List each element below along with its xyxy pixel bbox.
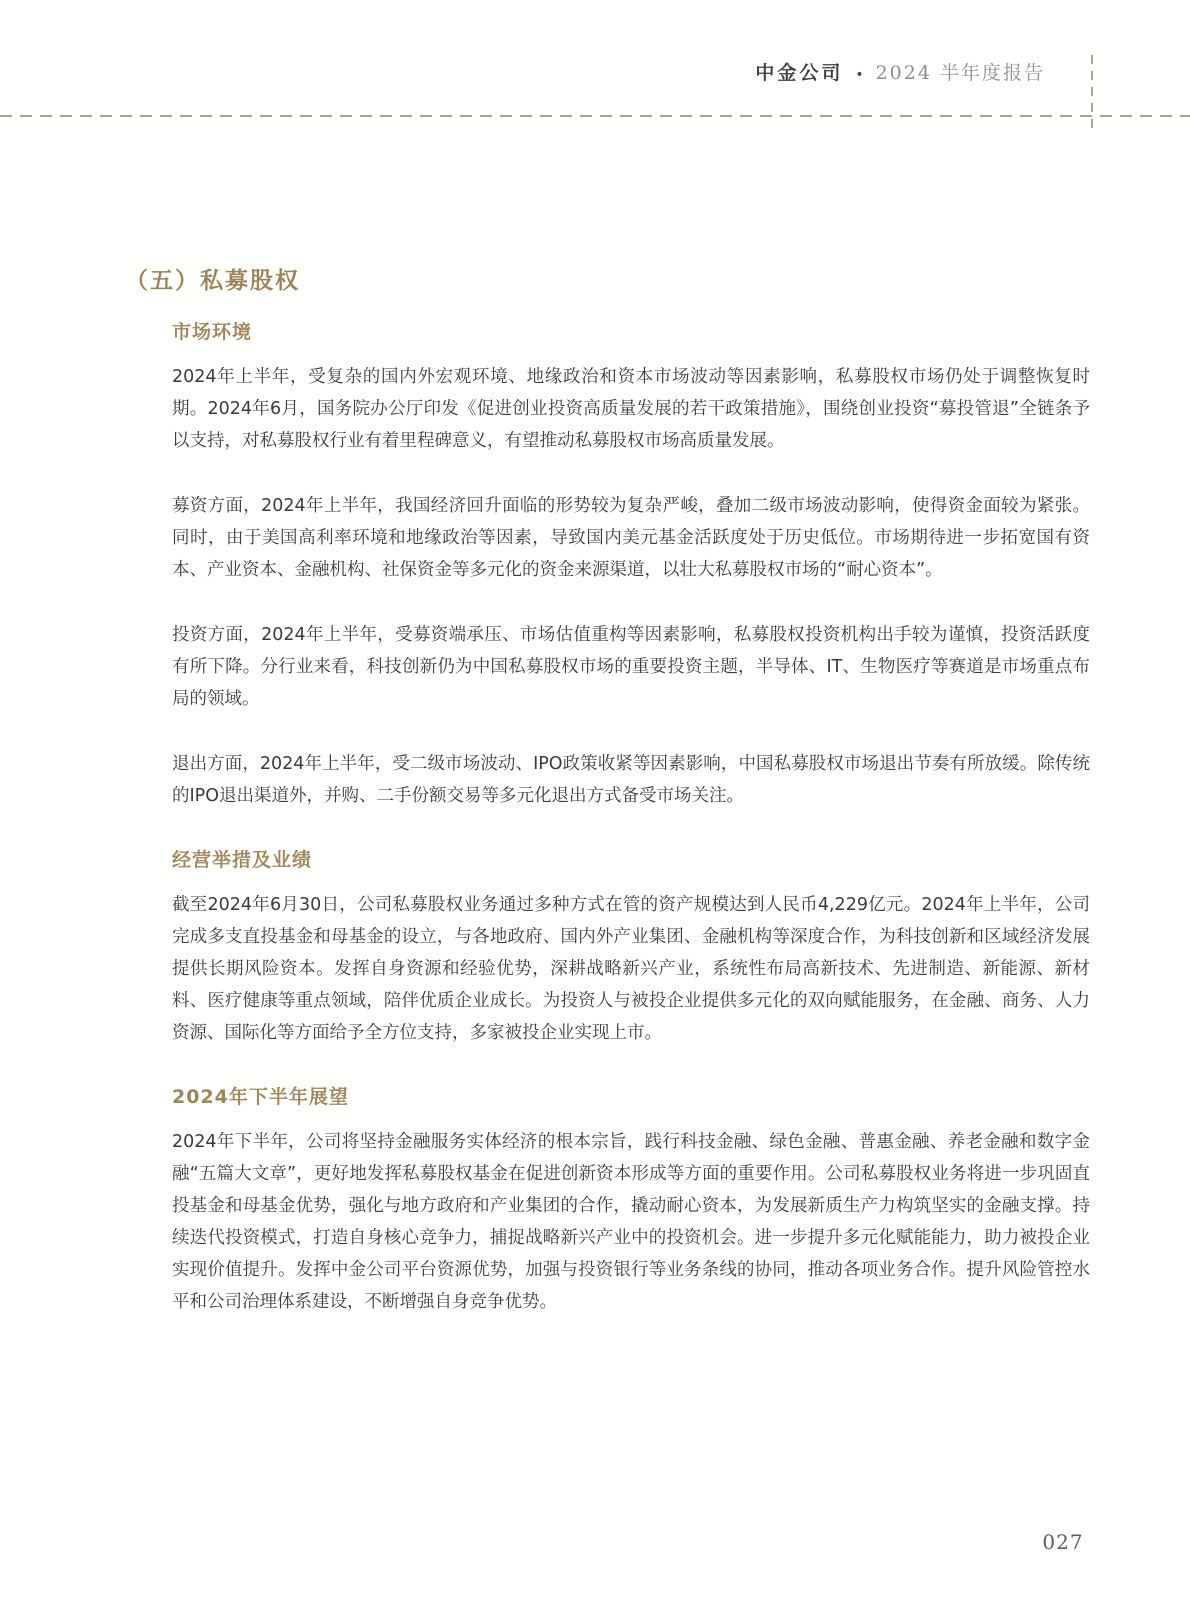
header-separator-dot: • xyxy=(855,67,864,83)
paragraph-market-overview: 2024年上半年，受复杂的国内外宏观环境、地缘政治和资本市场波动等因素影响，私募股权市场仍处于调整恢复时期。2024年6月，国务院办公厅印发《促进创业投资高质量发展的若干政策措施》，围绕创业投资“募投管退”全链条予以支持，对私募股权行业有着里程碑意义，有望推动私募股权市场高质量发展。 xyxy=(172,367,1090,451)
page-number: 027 xyxy=(1042,1530,1084,1554)
paragraph-operations: 截至2024年6月30日，公司私募股权业务通过多种方式在管的资产规模达到人民币4,229亿元。2024年上半年，公司完成多支直投基金和母基金的设立，与各地政府、国内外产业集团、金融机构等深度合作，为科技创新和区域经济发展提供长期风险资本。发挥自身资源和经验优势，深耕战略新兴产业，系统性布局高新技术、先进制造、新能源、新材料、医疗健康等重点领域，陪伴优质企业成长。为投资人与被投企业提供多元化的双向赋能服务，在金融、商务、人力资源、国际化等方面给予全方位支持，多家被投企业实现上市。 xyxy=(172,895,1090,1043)
page-header xyxy=(755,58,1045,85)
report-title: 2024 半年度报告 xyxy=(875,62,1045,84)
paragraph-investment: 投资方面，2024年上半年，受募资端承压、市场估值重构等因素影响，私募股权投资机构出手较为谨慎，投资活跃度有所下降。分行业来看，科技创新仍为中国私募股权市场的重要投资主题，半导体、IT、生物医疗等赛道是市场重点布局的领域。 xyxy=(172,625,1090,709)
vertical-dashed-rule xyxy=(1091,55,1093,135)
horizontal-dashed-rule xyxy=(0,115,1190,117)
subheading-market-environment: 市场环境 xyxy=(172,321,253,343)
subheading-operations-results: 经营举措及业绩 xyxy=(172,849,313,871)
paragraph-fundraising: 募资方面，2024年上半年，我国经济回升面临的形势较为复杂严峻，叠加二级市场波动影响，使得资金面较为紧张。同时，由于美国高利率环境和地缘政治等因素，导致国内美元基金活跃度处于历史低位。市场期待进一步拓宽国有资本、产业资本、金融机构、社保资金等多元化的资金来源渠道，以壮大私募股权市场的“耐心资本”。 xyxy=(172,496,1090,580)
paragraph-outlook: 2024年下半年，公司将坚持金融服务实体经济的根本宗旨，践行科技金融、绿色金融、普惠金融、养老金融和数字金融“五篇大文章”，更好地发挥私募股权基金在促进创新资本形成等方面的重要作用。公司私募股权业务将进一步巩固直投基金和母基金优势，强化与地方政府和产业集团的合作，撬动耐心资本，为发展新质生产力构筑坚实的金融支撑。持续迭代投资模式，打造自身核心竞争力，捕捉战略新兴产业中的投资机会。进一步提升多元化赋能能力，助力被投企业实现价值提升。发挥中金公司平台资源优势，加强与投资银行等业务条线的协同，推动各项业务合作。提升风险管控水平和公司治理体系建设，不断增强自身竞争优势。 xyxy=(172,1132,1090,1312)
company-name: 中金公司 xyxy=(755,62,844,84)
section-title-private-equity: （五）私募股权 xyxy=(125,268,300,294)
subheading-h2-outlook: 2024年下半年展望 xyxy=(172,1086,349,1108)
paragraph-exit: 退出方面，2024年上半年，受二级市场波动、IPO政策收紧等因素影响，中国私募股权市场退出节奏有所放缓。除传统的IPO退出渠道外，并购、二手份额交易等多元化退出方式备受市场关注。 xyxy=(172,754,1090,806)
content-column xyxy=(125,262,1090,1318)
